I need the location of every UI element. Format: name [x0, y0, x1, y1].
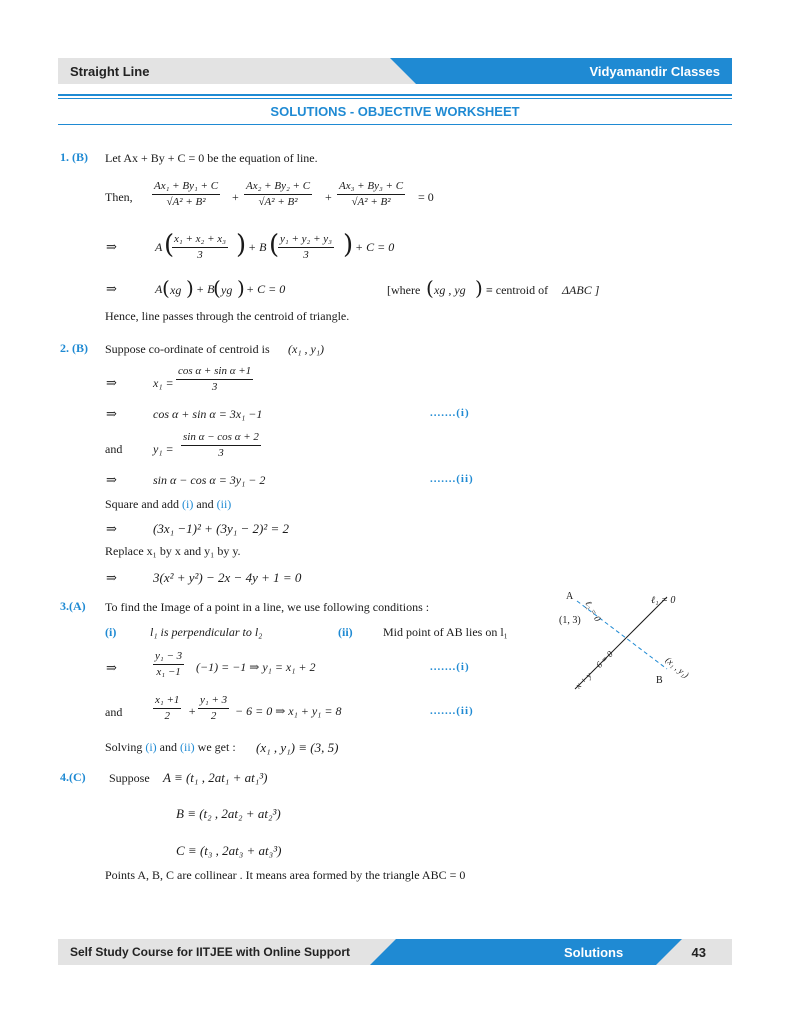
q2-replace: Replace x₁ by x and y₁ by y. — [105, 544, 241, 558]
q3-diagram — [545, 585, 725, 695]
q1-implies-1: ⇒ — [106, 239, 117, 254]
q2-implies-4: ⇒ — [106, 521, 117, 536]
q2-implies-3: ⇒ — [106, 472, 117, 487]
q4-point-B: B ≡ (t₂ , 2at₂ + at₂³) — [176, 806, 281, 821]
header-bar — [58, 58, 732, 84]
q3-solving-post: we get : — [197, 740, 236, 754]
q2-implies-1: ⇒ — [106, 375, 117, 390]
q1-line2-fraction-x — [172, 233, 228, 262]
q3-diagram-label-l1: ℓ₁ = 0 — [651, 595, 676, 606]
footer-blue-band — [370, 939, 682, 965]
header-chapter: Straight Line — [70, 64, 150, 79]
q4-point-C: C ≡ (t₃ , 2at₃ + at₃³) — [176, 843, 282, 858]
q1-fraction-1 — [152, 180, 220, 209]
q3-diagram-label-l2: ℓ₂ = 0 — [583, 599, 603, 624]
q2-square-line — [105, 497, 231, 511]
footer-page-number: 43 — [691, 945, 706, 960]
q1-fraction-2 — [244, 180, 312, 209]
q1-fraction-2-den: √A² + B² — [258, 196, 298, 208]
q2-number: 2. (B) — [60, 341, 88, 355]
q4-number: 4.(C) — [60, 770, 86, 784]
q1-line2-lparen-1: ( — [164, 230, 175, 260]
q1-where-lparen: ( — [426, 276, 434, 300]
q1-number: 1. (B) — [60, 150, 88, 164]
q3-implies-1: ⇒ — [106, 660, 117, 675]
q3-condition-2-label: (ii) — [338, 625, 353, 639]
q2-square-ref-ii: (ii) — [216, 497, 232, 511]
header-rule-top — [58, 94, 732, 96]
q1-intro: Let Ax + By + C = 0 be the equation of line. — [105, 151, 318, 165]
q1-line2-fraction-x-num: x₁ + x₂ + x₃ — [172, 233, 228, 248]
header-rule-thin — [58, 98, 732, 99]
footer-section: Solutions — [564, 945, 624, 960]
q1-where-triangle: ΔABC ] — [562, 283, 600, 297]
q1-line3-xg: xg — [170, 283, 182, 297]
q1-then: Then, — [105, 190, 133, 204]
q3-slope-fraction — [153, 650, 184, 679]
q1-line3-rparen-1: ) — [186, 276, 194, 300]
q2-intro-pair: (x₁ , y₁) — [288, 342, 324, 356]
header-brand: Vidyamandir Classes — [589, 64, 720, 79]
q3-condition-2-text: Mid point of AB lies on l₁ — [383, 625, 508, 639]
q3-slope-fraction-den: x₁ −1 — [156, 666, 181, 678]
q1-fraction-1-num: Ax₁ + By₁ + C — [152, 180, 220, 195]
q2-square-ref-i: (i) — [181, 497, 194, 511]
q4-point-A: A ≡ (t₁ , 2at₁ + at₁³) — [163, 770, 268, 785]
q2-implies-5: ⇒ — [106, 570, 117, 585]
q2-ref-ii: .......(ii) — [430, 473, 474, 485]
q3-intro: To find the Image of a point in a line, we use following conditions : — [105, 600, 430, 614]
q1-line2-tail: + C = 0 — [355, 240, 395, 254]
q3-solving-line — [105, 740, 236, 754]
q3-solving-pre: Solving — [105, 740, 143, 754]
q1-implies-2: ⇒ — [106, 281, 117, 296]
q1-where-pair: xg , yg — [434, 283, 466, 297]
q1-line2-fraction-y — [278, 233, 334, 262]
q4-conclusion: Points A, B, C are collinear . It means area formed by the triangle ABC = 0 — [105, 868, 466, 882]
section-title: SOLUTIONS - OBJECTIVE WORKSHEET — [270, 104, 520, 119]
q3-diagram-label-point: (1, 3) — [559, 615, 581, 626]
q1-fraction-1-den: √A² + B² — [166, 196, 206, 208]
q1-line3-tail: + C = 0 — [246, 282, 286, 296]
q3-mid-fraction-2 — [198, 694, 229, 723]
q2-intro: Suppose co-ordinate of centroid is — [105, 342, 270, 356]
q1-line2-A: A — [155, 240, 163, 254]
header-rule-bottom — [58, 124, 732, 125]
q1-where-tail: ≡ centroid of — [486, 283, 549, 297]
q1-conclusion: Hence, line passes through the centroid of triangle. — [105, 309, 350, 323]
q1-plus-2: + — [325, 190, 332, 204]
q1-line2-rparen-2: ) — [343, 230, 354, 260]
q1-line2-B: + B — [248, 240, 267, 254]
q3-solving-and: and — [159, 740, 177, 754]
q3-slope-tail: (−1) = −1 ⇒ y₁ = x₁ + 2 — [196, 660, 316, 674]
q3-ref-ii: .......(ii) — [430, 705, 474, 717]
q1-fraction-3 — [337, 180, 405, 209]
q1-line3-A: A — [155, 282, 163, 296]
q1-line3-B: + B — [196, 282, 215, 296]
q2-implies-2: ⇒ — [106, 406, 117, 421]
q2-final-eq: 3(x² + y²) − 2x − 4y + 1 = 0 — [153, 570, 302, 585]
q2-y1-fraction — [181, 431, 261, 460]
q2-square-pre: Square and add — [105, 497, 179, 511]
q2-squared-eq: (3x₁ −1)² + (3y₁ − 2)² = 2 — [153, 521, 290, 536]
q2-ref-i: .......(i) — [430, 407, 470, 419]
q3-ref-i: .......(i) — [430, 661, 470, 673]
q3-and: and — [105, 705, 123, 719]
q2-x1-fraction-num: cos α + sin α +1 — [176, 365, 253, 380]
q3-diagram-label-line-eq: x + y − 6 = 0 — [573, 648, 615, 691]
q1-equals-zero: = 0 — [418, 190, 434, 204]
footer-bar — [58, 939, 732, 965]
q1-line2-rparen-1: ) — [236, 230, 247, 260]
footer-course: Self Study Course for IITJEE with Online Support — [70, 945, 351, 959]
q1-line2-lparen-2: ( — [269, 230, 280, 260]
q1-fraction-3-num: Ax₃ + By₃ + C — [337, 180, 405, 195]
q3-diagram-label-A: A — [566, 591, 574, 602]
q1-line3-lparen-2: ( — [213, 276, 221, 300]
q1-line2-fraction-y-den: 3 — [303, 249, 309, 261]
q3-condition-1-label: (i) — [105, 625, 117, 639]
q2-y1-lhs: y₁ = — [153, 442, 174, 456]
q2-and: and — [105, 442, 123, 456]
q1-line3-yg: yg — [221, 283, 233, 297]
q2-x1-fraction-den: 3 — [211, 381, 218, 393]
q3-mid-fraction-1 — [153, 694, 181, 723]
q2-eq-ii: sin α − cos α = 3y₁ − 2 — [153, 473, 266, 487]
q2-x1-lhs: x₁ = — [153, 376, 174, 390]
q3-slope-fraction-num: y₁ − 3 — [153, 650, 184, 665]
q3-condition-1-text: l₁ is perpendicular to l₂ — [150, 625, 263, 639]
q1-where-open: [where — [387, 283, 421, 297]
q1-line2-fraction-x-den: 3 — [197, 249, 203, 261]
q3-mid-fraction-1-den: 2 — [164, 710, 170, 722]
q3-diagram-label-image: (x₁ , y₁) — [663, 654, 691, 680]
q3-mid-fraction-1-num: x₁ +1 — [153, 694, 181, 709]
q2-y1-fraction-num: sin α − cos α + 2 — [181, 431, 261, 446]
q3-mid-fraction-2-den: 2 — [210, 710, 217, 722]
q3-number: 3.(A) — [60, 599, 86, 613]
q3-mid-fraction-2-num: y₁ + 3 — [198, 694, 229, 709]
q1-line3-rparen-2: ) — [237, 276, 245, 300]
q1-fraction-2-num: Ax₂ + By₂ + C — [244, 180, 312, 195]
q3-mid-tail: − 6 = 0 ⇒ x₁ + y₁ = 8 — [235, 704, 342, 718]
q2-x1-fraction — [176, 365, 253, 394]
q3-diagram-label-B: B — [656, 675, 663, 686]
q1-fraction-3-den: √A² + B² — [351, 196, 391, 208]
q2-eq-i: cos α + sin α = 3x₁ −1 — [153, 407, 263, 421]
q1-where-rparen: ) — [475, 276, 483, 300]
q3-mid-plus: + — [188, 704, 197, 718]
q2-y1-fraction-den: 3 — [218, 447, 224, 459]
q2-square-and: and — [196, 497, 214, 511]
q1-plus-1: + — [232, 190, 239, 204]
q4-suppose: Suppose — [109, 771, 150, 785]
q1-line3-lparen-1: ( — [162, 276, 170, 300]
q3-solving-ref-ii: (ii) — [180, 740, 195, 754]
q3-solving-ref-i: (i) — [145, 740, 157, 754]
q1-line2-fraction-y-num: y₁ + y₂ + y₃ — [278, 233, 334, 248]
q3-solving-result: (x₁ , y₁) ≡ (3, 5) — [256, 740, 339, 755]
